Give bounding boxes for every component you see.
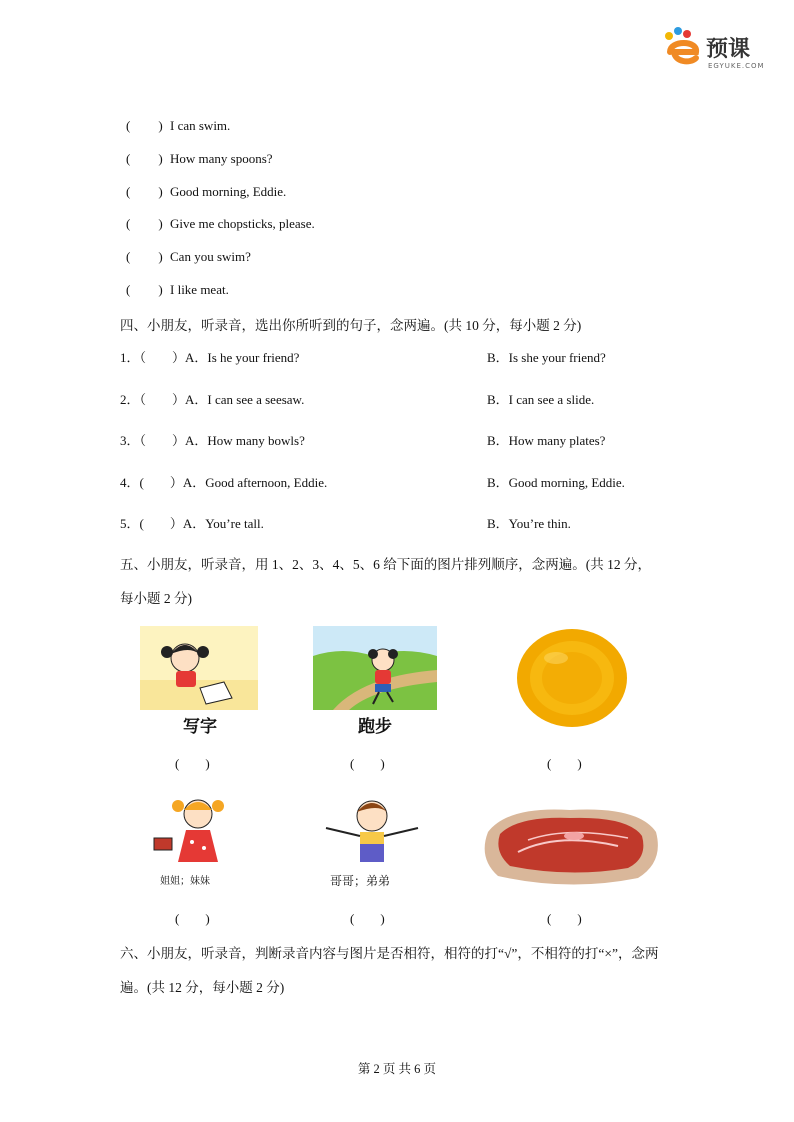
boy-brother-illustration bbox=[320, 794, 424, 870]
list-item: ( ) I like meat. bbox=[126, 282, 229, 297]
section-6-title: 六、小朋友，听录音，判断录音内容与图片是否相符，相符的打“√”，不相符的打“×”，念两 bbox=[120, 946, 659, 961]
list-item: ( ) Give me chopsticks, please. bbox=[126, 216, 315, 231]
plate-illustration bbox=[516, 628, 628, 728]
picture-girl-sister bbox=[150, 792, 250, 870]
question-1-a: 1．（ ）A．Is he your friend? bbox=[120, 350, 300, 365]
picture-plate bbox=[516, 628, 628, 728]
order-blank[interactable]: ( ) bbox=[175, 756, 210, 771]
girl-writing-illustration bbox=[140, 626, 258, 710]
list-item: ( ) How many spoons? bbox=[126, 151, 273, 166]
order-blank[interactable]: ( ) bbox=[350, 911, 385, 926]
girl-sister-illustration bbox=[150, 792, 250, 870]
brand-logo bbox=[660, 26, 780, 72]
order-blank[interactable]: ( ) bbox=[547, 756, 582, 771]
picture-boy-brother bbox=[320, 794, 424, 870]
girl-running-illustration bbox=[313, 626, 437, 710]
logo-site-text: EGYUKE.COM bbox=[708, 62, 765, 70]
question-2-a: 2．（ ）A．I can see a seesaw. bbox=[120, 392, 305, 407]
order-blank[interactable]: ( ) bbox=[175, 911, 210, 926]
section-5-title: 五、小朋友，听录音，用 1、2、3、4、5、6 给下面的图片排列顺序，念两遍。(共 12 分， bbox=[120, 557, 651, 572]
list-item: ( ) Good morning, Eddie. bbox=[126, 184, 287, 199]
meat-illustration bbox=[478, 802, 662, 888]
picture-girl-writing bbox=[140, 626, 258, 710]
caption-brothers: 哥哥；弟弟 bbox=[330, 874, 391, 888]
question-4-a: 4．( ）A．Good afternoon, Eddie. bbox=[120, 475, 328, 490]
question-2-b: B．I can see a slide. bbox=[487, 392, 595, 407]
question-3-a: 3．（ ）A．How many bowls? bbox=[120, 433, 305, 448]
caption-sisters: 姐姐；妹妹 bbox=[160, 876, 210, 887]
order-blank[interactable]: ( ) bbox=[350, 756, 385, 771]
question-1-b: B．Is she your friend? bbox=[487, 350, 606, 365]
caption-writing: 写字 bbox=[183, 717, 217, 737]
section-5-title-cont: 每小题 2 分) bbox=[120, 591, 192, 606]
list-item: ( ) Can you swim? bbox=[126, 249, 251, 264]
question-5-b: B．You’re thin. bbox=[487, 516, 571, 531]
page-footer: 第 2 页 共 6 页 bbox=[357, 1062, 437, 1076]
question-3-b: B．How many plates? bbox=[487, 433, 606, 448]
caption-running: 跑步 bbox=[358, 717, 392, 737]
picture-girl-running bbox=[313, 626, 437, 710]
question-4-b: B．Good morning, Eddie. bbox=[487, 475, 625, 490]
logo-brand-text: 预课 bbox=[706, 37, 751, 62]
logo-mark-icon bbox=[660, 26, 706, 72]
order-blank[interactable]: ( ) bbox=[547, 911, 582, 926]
section-4-title: 四、小朋友，听录音，选出你所听到的句子，念两遍。(共 10 分，每小题 2 分) bbox=[120, 318, 582, 333]
question-5-a: 5．( ）A．You’re tall. bbox=[120, 516, 264, 531]
list-item: ( ) I can swim. bbox=[126, 118, 231, 133]
picture-meat bbox=[478, 802, 662, 888]
section-6-title-cont: 遍。(共 12 分，每小题 2 分) bbox=[120, 980, 285, 995]
